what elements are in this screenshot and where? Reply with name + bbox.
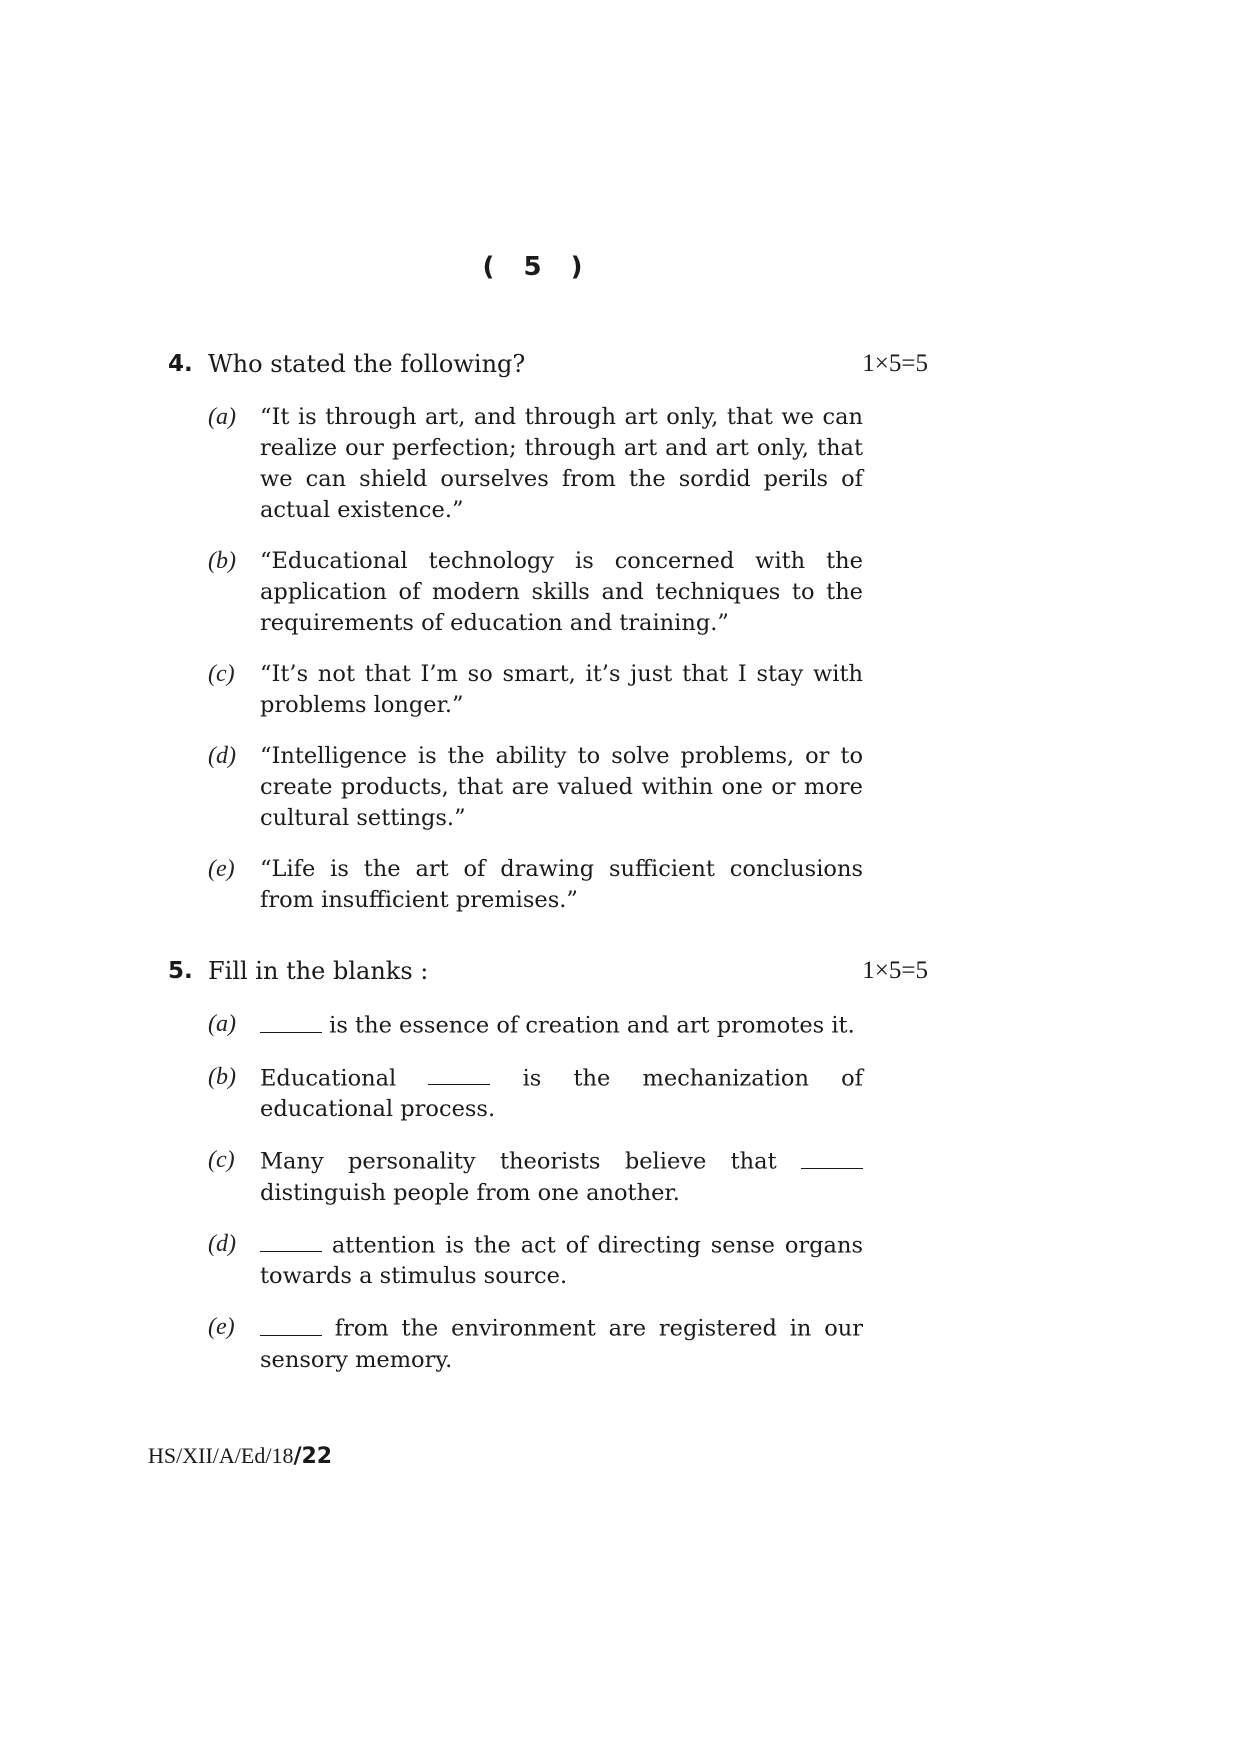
list-item xyxy=(208,1145,928,1209)
item-label: (d) xyxy=(208,743,236,769)
text-before-blank: Educational xyxy=(260,1065,429,1091)
item-text xyxy=(260,1312,863,1376)
list-item xyxy=(208,402,928,526)
list-item xyxy=(208,741,928,834)
text-after-blank: is the essence of creation and art promotes it. xyxy=(322,1012,855,1039)
footer-page-count: /22 xyxy=(293,1444,333,1469)
text-after-blank: from the environment are registered in our sensory memory. xyxy=(260,1315,863,1373)
item-text: “Intelligence is the ability to solve problems, or to create products, that are valued within one or more cultural settings.” xyxy=(260,743,863,831)
question-prompt: Fill in the blanks : xyxy=(208,957,429,985)
question-4-items xyxy=(208,402,928,916)
answer-blank xyxy=(801,1145,863,1169)
question-marks: 1×5=5 xyxy=(862,957,928,984)
question-5-header xyxy=(168,955,928,989)
item-text: “It’s not that I’m so smart, it’s just that I stay with problems longer.” xyxy=(260,661,863,718)
question-number: 4. xyxy=(168,351,193,377)
footer-code xyxy=(148,1443,332,1469)
item-text: “Life is the art of drawing sufficient conclusions from insufficient premises.” xyxy=(260,856,863,913)
item-label: (c) xyxy=(208,1147,235,1173)
question-number: 5. xyxy=(168,958,193,984)
item-text: “Educational technology is concerned with the application of modern skills and techniques to the requirements of education and training.” xyxy=(260,548,863,636)
answer-blank xyxy=(260,1312,322,1336)
question-marks: 1×5=5 xyxy=(862,350,928,377)
text-before-blank: Many personality theorists believe that xyxy=(260,1148,801,1175)
page-number: ( 5 ) xyxy=(482,252,593,282)
question-4-header xyxy=(168,348,928,382)
list-item xyxy=(208,1229,928,1293)
text-after-blank: is the mechanization of educational process. xyxy=(260,1065,863,1122)
list-item xyxy=(208,1312,928,1376)
list-item xyxy=(208,1062,928,1126)
item-label: (d) xyxy=(208,1230,236,1257)
list-item xyxy=(208,659,928,721)
answer-blank xyxy=(428,1062,490,1086)
item-label: (a) xyxy=(208,1011,236,1037)
item-label: (a) xyxy=(208,404,236,430)
question-4 xyxy=(168,348,928,936)
list-item xyxy=(208,1009,928,1042)
item-label: (b) xyxy=(208,548,236,574)
item-label: (e) xyxy=(208,856,235,882)
item-text xyxy=(260,1145,863,1209)
item-label: (c) xyxy=(208,661,235,687)
question-5-items xyxy=(208,1009,928,1376)
item-text xyxy=(260,1229,863,1293)
list-item xyxy=(208,546,928,639)
question-prompt: Who stated the following? xyxy=(208,350,526,378)
item-label: (e) xyxy=(208,1314,235,1340)
question-5 xyxy=(168,955,928,1396)
text-after-blank: attention is the act of directing sense organs towards a stimulus source. xyxy=(260,1232,863,1289)
item-text xyxy=(260,1062,863,1126)
item-label: (b) xyxy=(208,1063,236,1090)
item-text xyxy=(260,1009,863,1042)
answer-blank xyxy=(260,1229,322,1253)
answer-blank xyxy=(260,1009,322,1033)
footer-code-text: HS/XII/A/Ed/18 xyxy=(148,1443,294,1468)
list-item xyxy=(208,854,928,916)
item-text: “It is through art, and through art only, that we can realize our perfection; through art and art only, that we can shield ourselves from the sordid perils of actual existence.” xyxy=(260,404,863,523)
text-after-blank: distinguish people from one another. xyxy=(260,1179,680,1206)
